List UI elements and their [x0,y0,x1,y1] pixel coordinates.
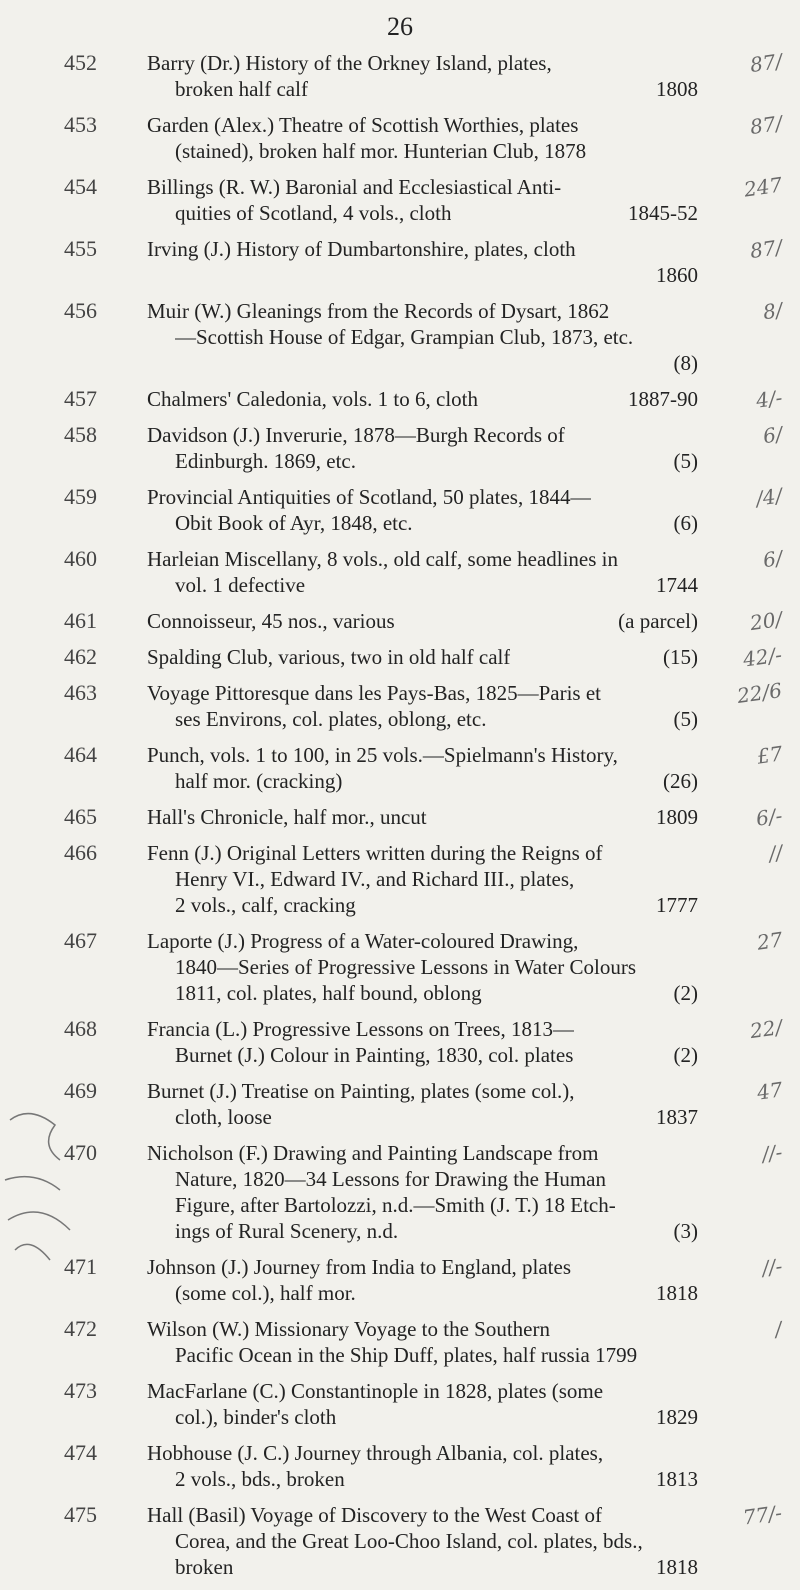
entry-text: Punch, vols. 1 to 100, in 25 vols.—Spielmann's History, [147,743,618,767]
entry-text: Laporte (J.) Progress of a Water-coloured Drawing, [147,929,579,953]
entry-line [147,138,698,164]
entry-text: Muir (W.) Gleanings from the Records of Dysart, 1862 [147,299,610,323]
entry-line [147,1280,698,1306]
catalogue-entry [0,236,800,288]
lot-number: 470 [64,1140,97,1165]
entry-date-or-count: (26) [663,769,698,793]
entry-line [147,1554,698,1580]
entry-date-or-count [690,1192,698,1218]
entry-date-or-count: 1777 [656,893,698,917]
entry-line [147,768,698,794]
entry-date-or-count [690,742,698,768]
entry-date-or-count [690,840,698,866]
catalogue-entry [0,298,800,376]
handwritten-price: //- [760,1253,784,1281]
catalogue-entry [0,174,800,226]
entry-line [147,448,698,474]
entry-date-or-count [690,1440,698,1466]
entry-text: Chalmers' Caledonia, vols. 1 to 6, cloth [147,387,478,411]
lot-number: 474 [64,1440,97,1465]
entry-line [147,1104,698,1130]
entry-text: Voyage Pittoresque dans les Pays-Bas, 1825—Paris et [147,681,601,705]
entry-text: Hall (Basil) Voyage of Discovery to the West Coast of [147,1503,602,1527]
entry-text: (some col.), half mor. [175,1281,356,1305]
handwritten-price: 6/- [754,803,784,831]
catalogue-entry [0,386,800,412]
entry-date-or-count: (2) [673,981,698,1005]
entry-date-or-count [690,50,698,76]
entry-date-or-count: 1887-90 [628,387,698,411]
handwritten-price: 6/ [760,545,784,573]
entry-date-or-count: 1818 [656,1555,698,1579]
entry-date-or-count [690,1528,698,1554]
handwritten-price: //- [760,1139,784,1167]
entry-date-or-count: 1808 [656,77,698,101]
entry-line [147,1016,698,1042]
entry-line [147,1140,698,1166]
page-number: 26 [387,12,413,41]
lot-number: 452 [64,50,97,75]
entry-text: Nicholson (F.) Drawing and Painting Landscape from [147,1141,599,1165]
handwritten-price: 6/ [760,421,784,449]
lot-number: 469 [64,1078,97,1103]
entry-text: Harleian Miscellany, 8 vols., old calf, some headlines in [147,547,619,571]
lot-number: 464 [64,742,97,767]
lot-number: 461 [64,608,97,633]
catalogue-entry [0,840,800,918]
entry-line [147,680,698,706]
entry-date-or-count [690,1316,698,1342]
entry-line [147,50,698,76]
lot-number: 457 [64,386,97,411]
entry-date-or-count [690,928,698,954]
entry-date-or-count: (15) [663,645,698,669]
margin-scribbles-icon [0,1100,135,1272]
entry-line [147,644,698,670]
handwritten-price: 42/- [741,642,784,672]
entry-date-or-count: (2) [673,1043,698,1067]
entry-text: Hobhouse (J. C.) Journey through Albania, col. plates, [147,1441,604,1465]
entry-text: vol. 1 defective [175,573,306,597]
handwritten-price: 20/ [748,606,784,636]
entry-date-or-count: (6) [673,511,698,535]
entry-date-or-count [690,484,698,510]
entry-line [147,804,698,830]
entry-text: Pacific Ocean in the Ship Duff, plates, half russia 1799 [175,1343,638,1367]
entry-text: Hall's Chronicle, half mor., uncut [147,805,427,829]
handwritten-price: / [773,1316,784,1342]
entry-text: cloth, loose [175,1105,272,1129]
entry-text: (stained), broken half mor. Hunterian Club, 1878 [175,139,587,163]
handwritten-price: 87/ [748,48,784,78]
entry-date-or-count [690,298,698,324]
entry-text: broken half calf [175,77,308,101]
entry-line [147,1528,698,1554]
entry-date-or-count [690,1078,698,1104]
entry-date-or-count [690,112,698,138]
entry-date-or-count [690,174,698,200]
entry-date-or-count: (8) [673,351,698,375]
lot-number: 460 [64,546,97,571]
lot-number: 454 [64,174,97,199]
entry-date-or-count: (5) [673,707,698,731]
catalogue-entry [0,677,800,732]
entry-date-or-count: 1845-52 [628,201,698,225]
lot-number: 459 [64,484,97,509]
entry-line [147,546,698,572]
lot-number: 463 [64,680,97,705]
entry-line [147,262,698,288]
entry-date-or-count [690,1016,698,1042]
entry-line [147,510,698,536]
entry-line [147,742,698,768]
entry-date-or-count: 1818 [656,1281,698,1305]
entry-line [147,866,698,892]
entry-date-or-count [690,422,698,448]
entry-line [147,1078,698,1104]
entry-line [147,1502,698,1528]
lot-number: 473 [64,1378,97,1403]
catalogue-entry [0,1016,800,1068]
entry-line [147,174,698,200]
entry-text: half mor. (cracking) [175,769,343,793]
handwritten-price: 4/- [754,385,784,413]
catalogue-entry [0,422,800,474]
handwritten-price: // [766,840,784,866]
entry-line [147,928,698,954]
entry-text: 2 vols., calf, cracking [175,893,356,917]
entry-text: Figure, after Bartolozzi, n.d.—Smith (J. T.) 18 Etch- [175,1193,616,1217]
handwritten-price: 247 [742,172,784,202]
catalogue-entry [0,546,800,598]
entry-line [147,76,698,102]
entry-line [147,386,698,412]
entry-text: Spalding Club, various, two in old half calf [147,645,511,669]
entry-date-or-count [690,324,698,350]
entry-date-or-count: 1837 [656,1105,698,1129]
handwritten-price: 27 [755,927,784,955]
entry-text: —Scottish House of Edgar, Grampian Club, 1873, etc. [175,325,634,349]
entry-line [147,1440,698,1466]
entry-text: MacFarlane (C.) Constantinople in 1828, plates (some [147,1379,604,1403]
catalogue-entry [0,804,800,830]
catalogue-entry [0,644,800,670]
entry-line [147,706,698,732]
handwritten-price: 47 [755,1077,784,1105]
entry-line [147,324,698,350]
entry-text: Johnson (J.) Journey from India to England, plates [147,1255,572,1279]
entry-date-or-count [690,138,698,164]
entry-date-or-count [690,1166,698,1192]
entry-text: col.), binder's cloth [175,1405,337,1429]
handwritten-price: £7 [755,741,784,769]
entry-line [147,484,698,510]
entry-text: Henry VI., Edward IV., and Richard III., plates, [175,867,575,891]
entry-date-or-count [690,236,698,262]
catalogue-entry [0,1440,800,1492]
entry-text: Barry (Dr.) History of the Orkney Island, plates, [147,51,552,75]
entry-date-or-count: 1860 [656,263,698,287]
entry-date-or-count [690,866,698,892]
entry-text: quities of Scotland, 4 vols., cloth [175,201,452,225]
entry-text: ses Environs, col. plates, oblong, etc. [175,707,487,731]
entry-line [147,1166,698,1192]
entry-date-or-count [690,954,698,980]
catalogue-entry [0,112,800,164]
entry-date-or-count: 1744 [656,573,698,597]
entry-date-or-count: (a parcel) [618,609,698,633]
entry-line [147,980,698,1006]
entry-line [147,572,698,598]
lot-number: 467 [64,928,97,953]
lot-number: 472 [64,1316,97,1341]
entry-date-or-count [690,1140,698,1166]
entry-line [147,608,698,634]
entry-line [147,236,698,262]
entry-date-or-count: 1829 [656,1405,698,1429]
entry-line [147,840,698,866]
entry-text: Burnet (J.) Treatise on Painting, plates (some col.), [147,1079,575,1103]
entry-text: Edinburgh. 1869, etc. [175,449,357,473]
handwritten-price: 77/- [741,1500,784,1530]
entry-text: Burnet (J.) Colour in Painting, 1830, col. plates [175,1043,574,1067]
handwritten-price: 87/ [748,234,784,264]
entry-line [147,892,698,918]
entry-date-or-count: 1809 [656,805,698,829]
handwritten-price: 87/ [748,110,784,140]
entry-date-or-count: (5) [673,449,698,473]
catalogue-entry [0,1502,800,1580]
entry-line [147,1404,698,1430]
entry-text: Francia (L.) Progressive Lessons on Trees, 1813— [147,1017,574,1041]
entry-date-or-count: (3) [673,1219,698,1243]
entry-date-or-count [690,546,698,572]
entry-text: Billings (R. W.) Baronial and Ecclesiastical Anti- [147,175,562,199]
catalogue-entry [0,50,800,102]
entry-line [147,1466,698,1492]
lot-number: 468 [64,1016,97,1041]
lot-number: 465 [64,804,97,829]
entry-line [147,112,698,138]
entry-line [147,1378,698,1404]
handwritten-price: 22/ [748,1014,784,1044]
handwritten-price: 8/ [760,297,784,325]
lot-number: 462 [64,644,97,669]
entry-line [147,422,698,448]
catalogue-entry [0,484,800,536]
catalogue-entries [0,50,800,1590]
entry-line [147,1316,698,1342]
handwritten-price: /4/ [754,483,784,511]
entry-text: Connoisseur, 45 nos., various [147,609,395,633]
entry-text: Garden (Alex.) Theatre of Scottish Worthies, plates [147,113,579,137]
entry-date-or-count [690,680,698,706]
entry-text: 1840—Series of Progressive Lessons in Water Colours [175,955,637,979]
lot-number: 466 [64,840,97,865]
entry-text: 1811, col. plates, half bound, oblong [175,981,482,1005]
entry-line [147,200,698,226]
catalogue-entry [0,742,800,794]
entry-text: Fenn (J.) Original Letters written during the Reigns of [147,841,603,865]
entry-line [147,1342,698,1368]
catalogue-entry [0,928,800,1006]
entry-date-or-count [690,1342,698,1368]
entry-line [147,350,698,376]
catalogue-entry [0,608,800,634]
catalogue-entry [0,1316,800,1368]
entry-line [147,1254,698,1280]
entry-line [147,1042,698,1068]
entry-line [147,1218,698,1244]
lot-number: 458 [64,422,97,447]
entry-date-or-count [690,1378,698,1404]
entry-text: Wilson (W.) Missionary Voyage to the Southern [147,1317,550,1341]
entry-text: Nature, 1820—34 Lessons for Drawing the Human [175,1167,606,1191]
entry-text: 2 vols., bds., broken [175,1467,345,1491]
entry-text: broken [175,1555,234,1579]
entry-date-or-count: 1813 [656,1467,698,1491]
lot-number: 453 [64,112,97,137]
entry-line [147,298,698,324]
entry-text: Provincial Antiquities of Scotland, 50 plates, 1844— [147,485,592,509]
lot-number: 455 [64,236,97,261]
entry-text: Obit Book of Ayr, 1848, etc. [175,511,413,535]
catalogue-entry [0,1378,800,1430]
lot-number: 456 [64,298,97,323]
lot-number: 471 [64,1254,97,1279]
entry-text: Corea, and the Great Loo-Choo Island, col. plates, bds., [175,1529,643,1553]
entry-date-or-count [690,1502,698,1528]
entry-text: Davidson (J.) Inverurie, 1878—Burgh Records of [147,423,565,447]
entry-text: ings of Rural Scenery, n.d. [175,1219,399,1243]
lot-number: 475 [64,1502,97,1527]
entry-text: Irving (J.) History of Dumbartonshire, plates, cloth [147,237,576,261]
entry-line [147,954,698,980]
entry-line [147,1192,698,1218]
handwritten-price: 22/6 [735,677,784,709]
entry-date-or-count [690,1254,698,1280]
